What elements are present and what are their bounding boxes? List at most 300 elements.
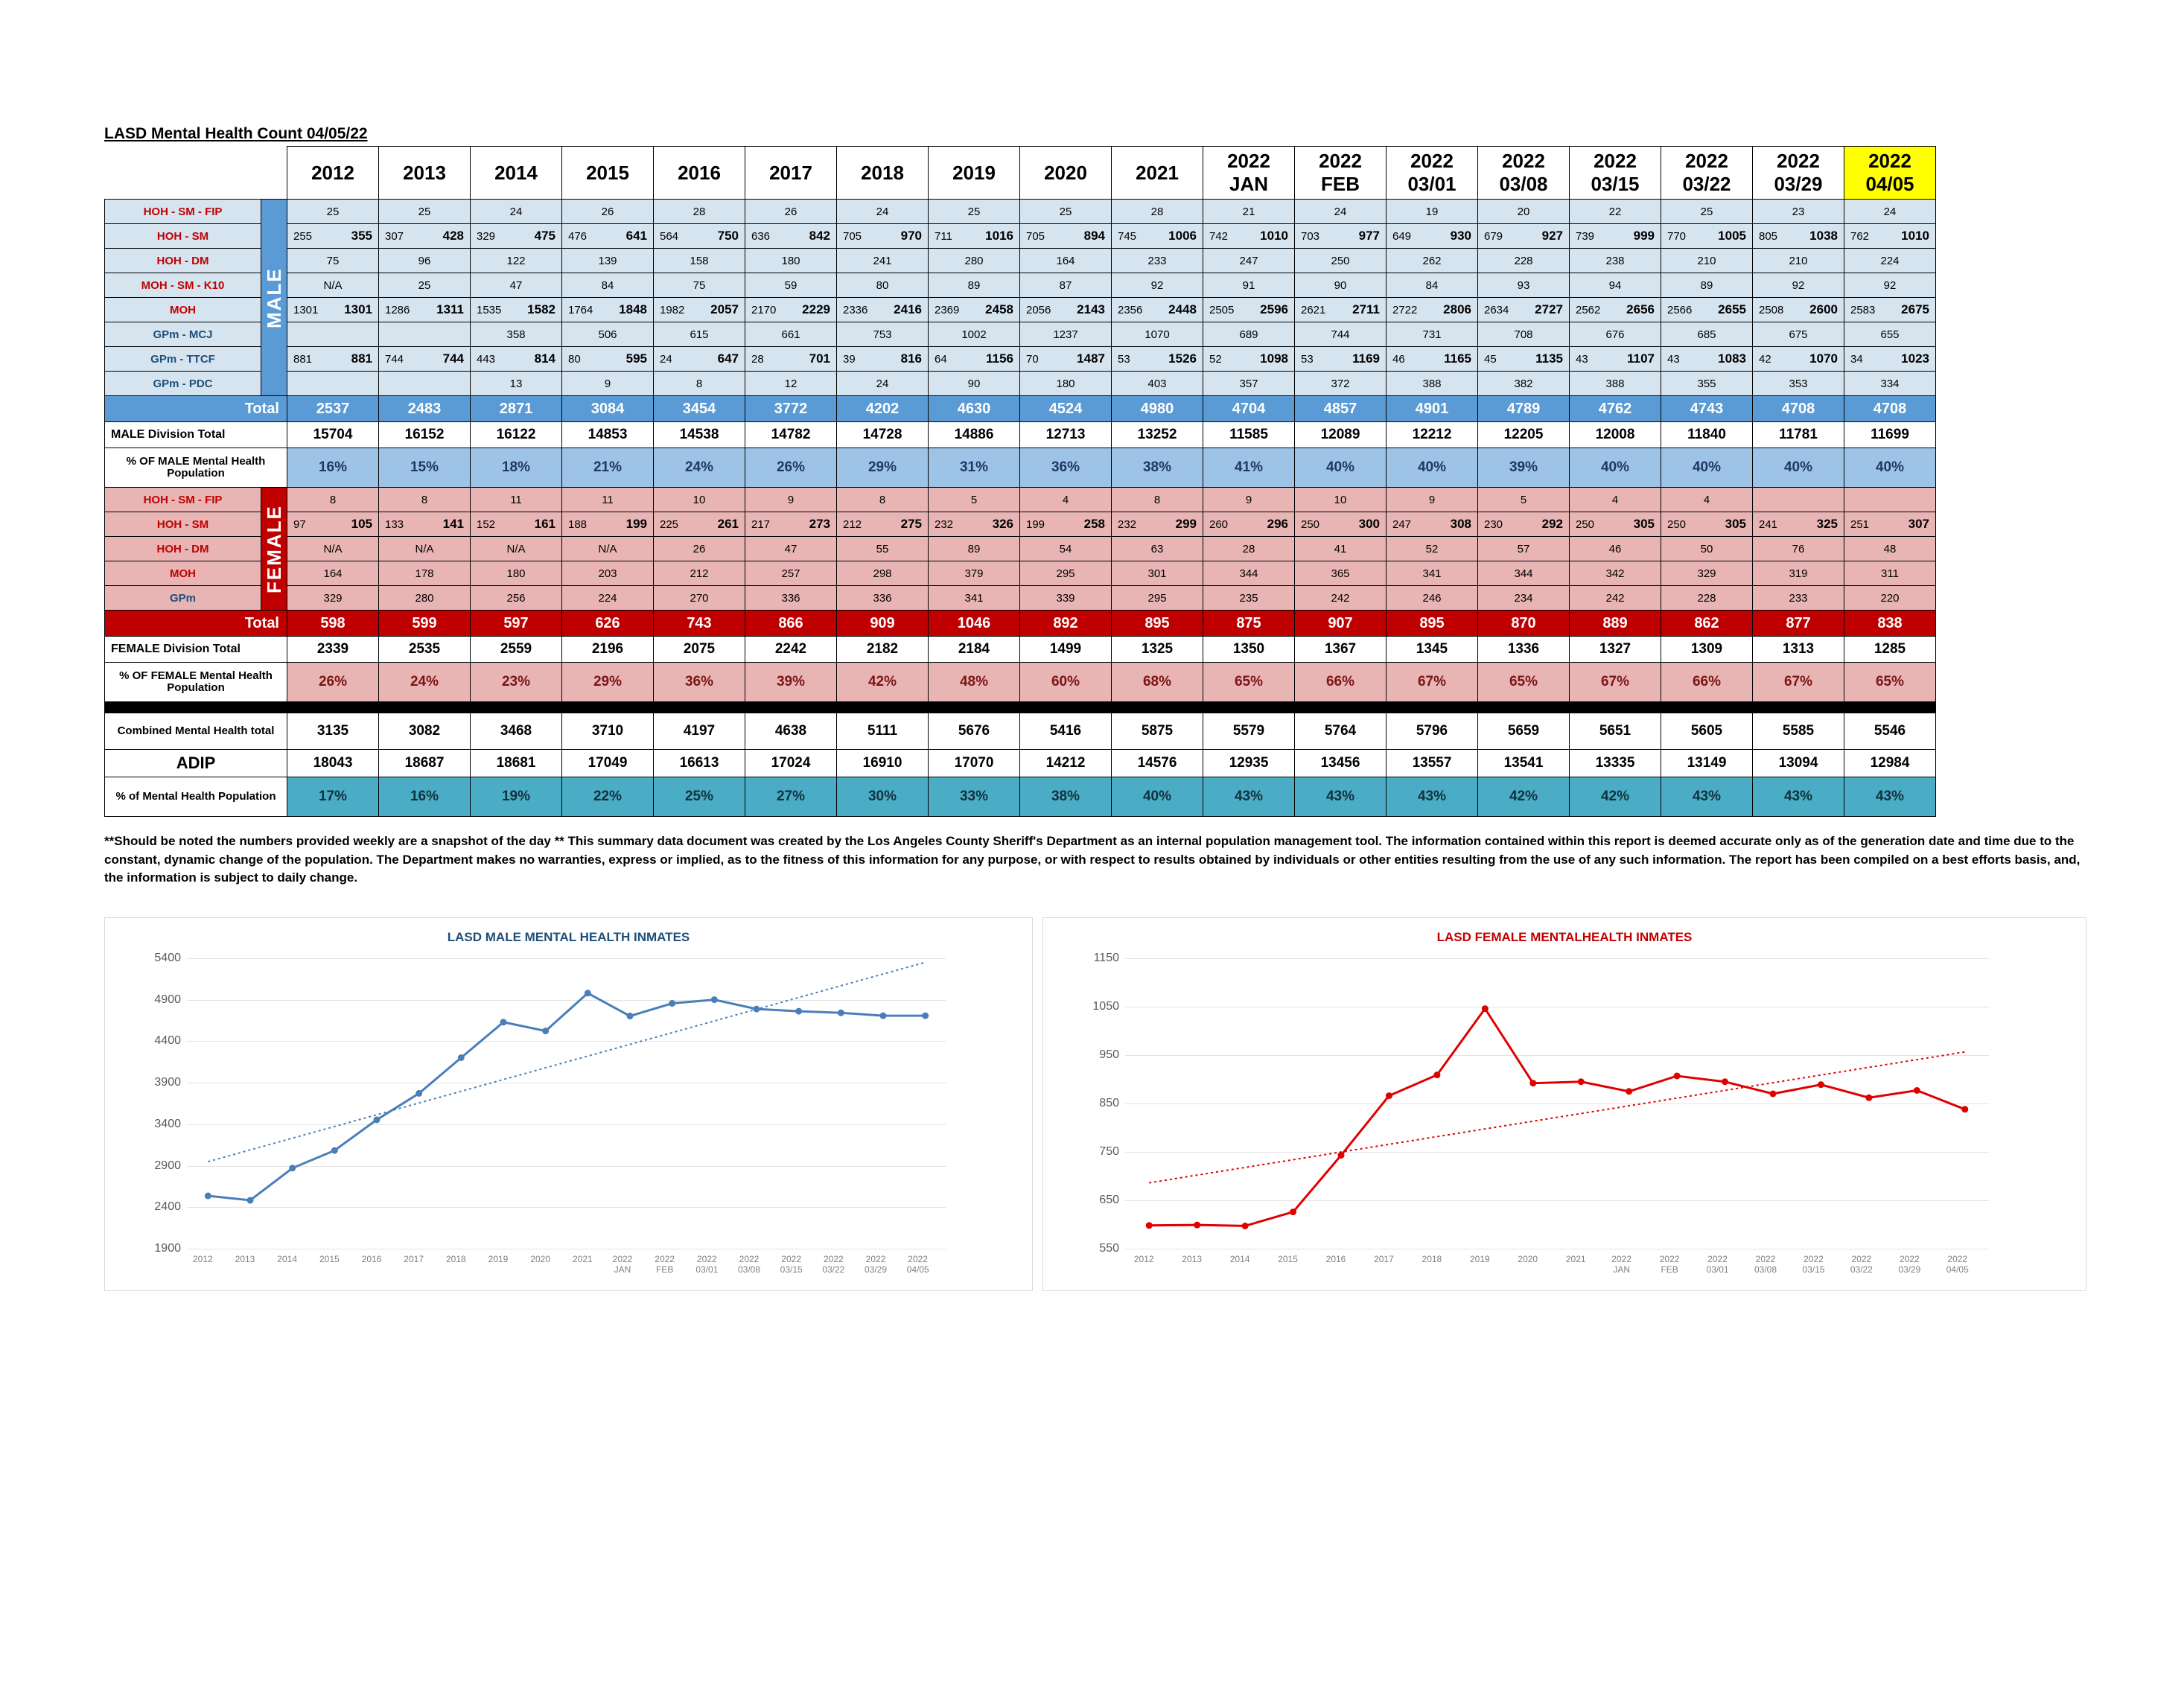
data-cell: 2369 2458 <box>929 298 1020 322</box>
male-total-cell: 4708 <box>1844 396 1936 422</box>
data-cell: 388 <box>1387 372 1478 396</box>
data-cell: 94 <box>1570 273 1661 298</box>
combined-total-cell: 5875 <box>1112 713 1203 750</box>
data-cell: 212 275 <box>837 512 929 537</box>
data-cell: 241 325 <box>1753 512 1844 537</box>
female-percent-cell: 29% <box>562 663 654 702</box>
data-cell: 19 <box>1387 200 1478 224</box>
data-cell: 212 <box>654 561 745 586</box>
female-total-label: Total <box>105 611 287 637</box>
female-total-cell: 866 <box>745 611 837 637</box>
data-cell: 247 <box>1203 249 1295 273</box>
data-cell: 57 <box>1478 537 1570 561</box>
combined-percent-cell: 16% <box>379 777 471 817</box>
data-cell: 55 <box>837 537 929 561</box>
data-cell: 689 <box>1203 322 1295 347</box>
male-division-total-cell: 11699 <box>1844 422 1936 448</box>
data-cell: 210 <box>1661 249 1753 273</box>
combined-total-cell: 4638 <box>745 713 837 750</box>
data-cell: 47 <box>471 273 562 298</box>
female-division-total-cell: 2196 <box>562 637 654 663</box>
data-cell: 1982 2057 <box>654 298 745 322</box>
data-cell: 8 <box>837 488 929 512</box>
data-cell: 97 105 <box>287 512 379 537</box>
data-cell: 382 <box>1478 372 1570 396</box>
y-axis-tick-label: 950 <box>1099 1048 1119 1061</box>
data-cell: 46 1165 <box>1387 347 1478 372</box>
female-percent-cell: 67% <box>1387 663 1478 702</box>
data-cell <box>379 322 471 347</box>
x-axis-tick-label: 2018 <box>1421 1254 1442 1264</box>
combined-percent-cell: 33% <box>929 777 1020 817</box>
data-cell <box>287 322 379 347</box>
column-header: 2017 <box>745 147 837 200</box>
spacer-cell <box>1478 702 1570 713</box>
data-cell: 257 <box>745 561 837 586</box>
row-label: HOH - SM <box>105 512 261 537</box>
y-axis-tick-label: 1900 <box>154 1242 181 1255</box>
data-cell: 655 <box>1844 322 1936 347</box>
data-cell: 64 1156 <box>929 347 1020 372</box>
data-cell: 270 <box>654 586 745 611</box>
female-division-total-cell: 1336 <box>1478 637 1570 663</box>
male-division-total-cell: 15704 <box>287 422 379 448</box>
table-row <box>105 224 1936 249</box>
spacer-cell <box>379 702 471 713</box>
data-cell: 203 <box>562 561 654 586</box>
male-total-cell: 4202 <box>837 396 929 422</box>
female-total-cell: 1046 <box>929 611 1020 637</box>
data-cell: 295 <box>1112 586 1203 611</box>
x-axis-tick-label: 2021 <box>1565 1254 1586 1264</box>
spacer-cell <box>287 702 379 713</box>
data-cell: 89 <box>1661 273 1753 298</box>
column-header: 2020 <box>1020 147 1112 200</box>
combined-total-cell: 5676 <box>929 713 1020 750</box>
table-row <box>105 347 1936 372</box>
data-cell: 881 881 <box>287 347 379 372</box>
male-division-total-cell: 12089 <box>1295 422 1387 448</box>
data-cell: 164 <box>287 561 379 586</box>
column-header: 2012 <box>287 147 379 200</box>
male-percent-cell: 40% <box>1753 448 1844 488</box>
data-cell: 564 750 <box>654 224 745 249</box>
combined-percent-cell: 38% <box>1020 777 1112 817</box>
female-percent-cell: 60% <box>1020 663 1112 702</box>
adip-label: ADIP <box>105 750 287 777</box>
data-cell: 41 <box>1295 537 1387 561</box>
female-percent-cell: 66% <box>1295 663 1387 702</box>
spacer-cell <box>261 702 287 713</box>
combined-percent-cell: 25% <box>654 777 745 817</box>
data-cell: 753 <box>837 322 929 347</box>
female-total-cell: 838 <box>1844 611 1936 637</box>
row-label: MOH <box>105 298 261 322</box>
column-header: 2022 03/29 <box>1753 147 1844 200</box>
spacer-cell <box>1570 702 1661 713</box>
data-cell: 8 <box>287 488 379 512</box>
male-percent-cell: 21% <box>562 448 654 488</box>
y-axis-tick-label: 850 <box>1099 1097 1119 1109</box>
data-cell: 26 <box>562 200 654 224</box>
data-cell: 341 <box>1387 561 1478 586</box>
combined-percent-cell: 27% <box>745 777 837 817</box>
mental-health-table <box>104 146 1936 817</box>
male-division-total-cell: 14886 <box>929 422 1020 448</box>
adip-cell: 13456 <box>1295 750 1387 777</box>
data-cell: 234 <box>1478 586 1570 611</box>
male-division-total-cell: 12205 <box>1478 422 1570 448</box>
data-cell: 329 <box>1661 561 1753 586</box>
x-axis-tick-label: 2018 <box>445 1254 466 1264</box>
data-cell: 152 161 <box>471 512 562 537</box>
row-label: HOH - DM <box>105 537 261 561</box>
male-section-label: MALE <box>261 200 287 396</box>
adip-cell: 18043 <box>287 750 379 777</box>
combined-total-cell: 3468 <box>471 713 562 750</box>
data-cell: 75 <box>287 249 379 273</box>
data-cell: 28 <box>1203 537 1295 561</box>
female-total-cell: 889 <box>1570 611 1661 637</box>
data-cell: 230 292 <box>1478 512 1570 537</box>
x-axis-tick-label: 2022 03/15 <box>1802 1254 1825 1275</box>
data-cell: 11 <box>471 488 562 512</box>
male-percent-cell: 29% <box>837 448 929 488</box>
x-axis-tick-label: 2012 <box>1133 1254 1154 1264</box>
row-label: GPm - TTCF <box>105 347 261 372</box>
y-axis-tick-label: 2400 <box>154 1200 181 1214</box>
x-axis-tick-label: 2022 03/29 <box>864 1254 888 1275</box>
data-cell: 24 <box>1844 200 1936 224</box>
data-cell: 23 <box>1753 200 1844 224</box>
female-division-total-cell: 1350 <box>1203 637 1295 663</box>
female-division-total-row <box>105 637 1936 663</box>
male-percent-cell: 38% <box>1112 448 1203 488</box>
data-cell: 476 641 <box>562 224 654 249</box>
column-header: 2022 04/05 <box>1844 147 1936 200</box>
data-cell: 242 <box>1295 586 1387 611</box>
data-cell: 9 <box>1387 488 1478 512</box>
adip-cell: 12984 <box>1844 750 1936 777</box>
data-cell: 1301 1301 <box>287 298 379 322</box>
female-total-cell: 892 <box>1020 611 1112 637</box>
data-cell: 92 <box>1753 273 1844 298</box>
data-cell: 24 <box>471 200 562 224</box>
male-division-total-label: MALE Division Total <box>105 422 287 448</box>
data-cell: 188 199 <box>562 512 654 537</box>
adip-cell: 14576 <box>1112 750 1203 777</box>
x-axis-tick-label: 2021 <box>572 1254 593 1264</box>
data-cell: 63 <box>1112 537 1203 561</box>
combined-total-cell: 5585 <box>1753 713 1844 750</box>
column-header: 2014 <box>471 147 562 200</box>
combined-total-cell: 5796 <box>1387 713 1478 750</box>
data-cell: 260 296 <box>1203 512 1295 537</box>
male-percent-cell: 16% <box>287 448 379 488</box>
female-total-cell: 862 <box>1661 611 1753 637</box>
data-cell: 2722 2806 <box>1387 298 1478 322</box>
x-axis-tick-label: 2013 <box>1182 1254 1202 1264</box>
female-total-cell: 870 <box>1478 611 1570 637</box>
male-percent-cell: 40% <box>1661 448 1753 488</box>
male-total-cell: 3454 <box>654 396 745 422</box>
combined-percent-label: % of Mental Health Population <box>105 777 287 817</box>
female-percent-cell: 68% <box>1112 663 1203 702</box>
data-cell: 329 <box>287 586 379 611</box>
data-cell: 24 647 <box>654 347 745 372</box>
data-cell: 708 <box>1478 322 1570 347</box>
y-axis-tick-label: 3400 <box>154 1117 181 1130</box>
table-row <box>105 273 1936 298</box>
male-total-cell: 4901 <box>1387 396 1478 422</box>
data-cell: 379 <box>929 561 1020 586</box>
data-cell: 8 <box>1112 488 1203 512</box>
male-total-cell: 2483 <box>379 396 471 422</box>
female-percent-cell: 67% <box>1753 663 1844 702</box>
x-axis-tick-label: 2022 04/05 <box>1946 1254 1969 1275</box>
data-cell: 339 <box>1020 586 1112 611</box>
data-cell: 388 <box>1570 372 1661 396</box>
male-percent-cell: 31% <box>929 448 1020 488</box>
data-cell: 96 <box>379 249 471 273</box>
data-cell: 250 305 <box>1661 512 1753 537</box>
data-cell: 28 <box>1112 200 1203 224</box>
x-axis-tick-label: 2022 03/22 <box>822 1254 845 1275</box>
data-cell: 344 <box>1478 561 1570 586</box>
x-axis-tick-label: 2022 03/15 <box>780 1254 803 1275</box>
male-division-total-cell: 11585 <box>1203 422 1295 448</box>
data-cell: 311 <box>1844 561 1936 586</box>
data-cell: 43 1083 <box>1661 347 1753 372</box>
male-total-cell: 4743 <box>1661 396 1753 422</box>
data-cell: 28 <box>654 200 745 224</box>
data-cell: 92 <box>1844 273 1936 298</box>
x-axis-tick-label: 2022 03/01 <box>1706 1254 1729 1275</box>
x-axis-tick-label: 2022 03/01 <box>695 1254 719 1275</box>
data-cell <box>1753 488 1844 512</box>
spacer-cell <box>837 702 929 713</box>
data-cell: 443 814 <box>471 347 562 372</box>
x-axis-tick-label: 2020 <box>530 1254 550 1264</box>
male-chart-panel <box>104 917 1033 1291</box>
spacer-cell <box>105 702 261 713</box>
data-cell: 75 <box>654 273 745 298</box>
data-cell: 679 927 <box>1478 224 1570 249</box>
table-row <box>105 372 1936 396</box>
combined-percent-cell: 19% <box>471 777 562 817</box>
data-cell: 70 1487 <box>1020 347 1112 372</box>
table-row <box>105 322 1936 347</box>
table-header-row <box>105 147 1936 200</box>
female-division-total-cell: 2559 <box>471 637 562 663</box>
adip-cell: 17024 <box>745 750 837 777</box>
data-cell: 180 <box>1020 372 1112 396</box>
female-chart-title: LASD FEMALE MENTALHEALTH INMATES <box>1436 930 1693 944</box>
data-cell: 53 1169 <box>1295 347 1387 372</box>
data-cell: 93 <box>1478 273 1570 298</box>
adip-cell: 18687 <box>379 750 471 777</box>
data-cell: 342 <box>1570 561 1661 586</box>
data-cell: N/A <box>379 537 471 561</box>
y-axis-tick-label: 750 <box>1099 1145 1119 1158</box>
combined-percent-row <box>105 777 1936 817</box>
male-total-cell: 4980 <box>1112 396 1203 422</box>
data-cell: 2170 2229 <box>745 298 837 322</box>
y-axis-tick-label: 650 <box>1099 1194 1119 1206</box>
data-cell: 2336 2416 <box>837 298 929 322</box>
column-header: 2019 <box>929 147 1020 200</box>
female-total-cell: 599 <box>379 611 471 637</box>
trendline <box>1149 1052 1965 1183</box>
column-header: 2022 03/01 <box>1387 147 1478 200</box>
data-cell: 43 1107 <box>1570 347 1661 372</box>
spacer-cell <box>562 702 654 713</box>
data-cell: 358 <box>471 322 562 347</box>
data-cell: 2634 2727 <box>1478 298 1570 322</box>
data-cell <box>379 372 471 396</box>
data-cell: 745 1006 <box>1112 224 1203 249</box>
row-label: HOH - SM - FIP <box>105 200 261 224</box>
data-cell: 59 <box>745 273 837 298</box>
adip-cell: 12935 <box>1203 750 1295 777</box>
data-cell: 90 <box>1295 273 1387 298</box>
y-axis-tick-label: 3900 <box>154 1076 181 1089</box>
data-cell: 372 <box>1295 372 1387 396</box>
female-chart-panel <box>1042 917 2086 1291</box>
data-cell: 731 <box>1387 322 1478 347</box>
combined-total-cell: 5111 <box>837 713 929 750</box>
female-percent-cell: 42% <box>837 663 929 702</box>
combined-total-cell: 5659 <box>1478 713 1570 750</box>
male-division-total-cell: 11840 <box>1661 422 1753 448</box>
data-cell: 42 1070 <box>1753 347 1844 372</box>
table-row <box>105 200 1936 224</box>
data-cell: 703 977 <box>1295 224 1387 249</box>
combined-percent-cell: 30% <box>837 777 929 817</box>
male-chart-title: LASD MALE MENTAL HEALTH INMATES <box>447 930 690 944</box>
table-row <box>105 537 1936 561</box>
male-division-total-row <box>105 422 1936 448</box>
data-cell: 228 <box>1478 249 1570 273</box>
adip-cell: 13541 <box>1478 750 1570 777</box>
data-cell: 636 842 <box>745 224 837 249</box>
data-cell: 705 970 <box>837 224 929 249</box>
data-cell: 8 <box>654 372 745 396</box>
data-cell: 25 <box>379 273 471 298</box>
data-cell: 52 1098 <box>1203 347 1295 372</box>
data-cell: 2583 2675 <box>1844 298 1936 322</box>
combined-percent-cell: 17% <box>287 777 379 817</box>
data-cell: 649 930 <box>1387 224 1478 249</box>
combined-total-cell: 5651 <box>1570 713 1661 750</box>
data-cell: N/A <box>287 537 379 561</box>
x-axis-tick-label: 2016 <box>1325 1254 1346 1264</box>
row-label: HOH - SM <box>105 224 261 249</box>
data-cell: 744 <box>1295 322 1387 347</box>
data-cell: 24 <box>837 200 929 224</box>
data-cell: 164 <box>1020 249 1112 273</box>
adip-cell: 13094 <box>1753 750 1844 777</box>
adip-cell: 18681 <box>471 750 562 777</box>
female-percent-cell: 65% <box>1844 663 1936 702</box>
data-cell: 1002 <box>929 322 1020 347</box>
data-cell: 2562 2656 <box>1570 298 1661 322</box>
female-division-total-cell: 2242 <box>745 637 837 663</box>
data-cell: 133 141 <box>379 512 471 537</box>
combined-total-cell: 5579 <box>1203 713 1295 750</box>
male-percent-cell: 18% <box>471 448 562 488</box>
male-chart-plot <box>105 951 969 1293</box>
female-percent-row <box>105 663 1936 702</box>
data-cell: 26 <box>745 200 837 224</box>
female-division-total-cell: 1327 <box>1570 637 1661 663</box>
data-cell: 50 <box>1661 537 1753 561</box>
row-label: HOH - SM - FIP <box>105 488 261 512</box>
data-cell: 26 <box>654 537 745 561</box>
female-division-total-cell: 1325 <box>1112 637 1203 663</box>
table-row <box>105 561 1936 586</box>
adip-cell: 16613 <box>654 750 745 777</box>
data-cell: 2508 2600 <box>1753 298 1844 322</box>
male-total-cell: 4762 <box>1570 396 1661 422</box>
male-total-cell: 3772 <box>745 396 837 422</box>
spacer-row <box>105 702 1936 713</box>
adip-cell: 13557 <box>1387 750 1478 777</box>
data-cell: 365 <box>1295 561 1387 586</box>
column-header: 2015 <box>562 147 654 200</box>
data-cell: 47 <box>745 537 837 561</box>
adip-cell: 16910 <box>837 750 929 777</box>
female-total-cell: 875 <box>1203 611 1295 637</box>
data-cell: 199 258 <box>1020 512 1112 537</box>
spacer-cell <box>654 702 745 713</box>
female-percent-cell: 23% <box>471 663 562 702</box>
combined-percent-cell: 42% <box>1570 777 1661 817</box>
female-division-total-cell: 2075 <box>654 637 745 663</box>
row-label: MOH <box>105 561 261 586</box>
adip-cell: 13335 <box>1570 750 1661 777</box>
male-total-row <box>105 396 1936 422</box>
female-percent-cell: 66% <box>1661 663 1753 702</box>
female-total-cell: 598 <box>287 611 379 637</box>
data-cell: 661 <box>745 322 837 347</box>
spacer-cell <box>1020 702 1112 713</box>
data-cell: 228 <box>1661 586 1753 611</box>
data-cell: 225 261 <box>654 512 745 537</box>
data-cell: 506 <box>562 322 654 347</box>
female-division-total-cell: 1285 <box>1844 637 1936 663</box>
female-chart-plot <box>1043 951 2011 1293</box>
female-total-cell: 895 <box>1387 611 1478 637</box>
data-cell <box>1844 488 1936 512</box>
data-cell: 250 300 <box>1295 512 1387 537</box>
female-division-total-cell: 1367 <box>1295 637 1387 663</box>
x-axis-tick-label: 2012 <box>192 1254 213 1264</box>
combined-total-label: Combined Mental Health total <box>105 713 287 750</box>
male-percent-cell: 40% <box>1570 448 1661 488</box>
male-percent-cell: 15% <box>379 448 471 488</box>
adip-cell: 14212 <box>1020 750 1112 777</box>
data-cell <box>287 372 379 396</box>
combined-percent-cell: 43% <box>1753 777 1844 817</box>
female-division-total-cell: 2339 <box>287 637 379 663</box>
female-percent-cell: 65% <box>1478 663 1570 702</box>
female-percent-cell: 26% <box>287 663 379 702</box>
y-axis-tick-label: 2900 <box>154 1159 181 1172</box>
data-cell: 80 <box>837 273 929 298</box>
male-total-cell: 4857 <box>1295 396 1387 422</box>
data-cell: 357 <box>1203 372 1295 396</box>
